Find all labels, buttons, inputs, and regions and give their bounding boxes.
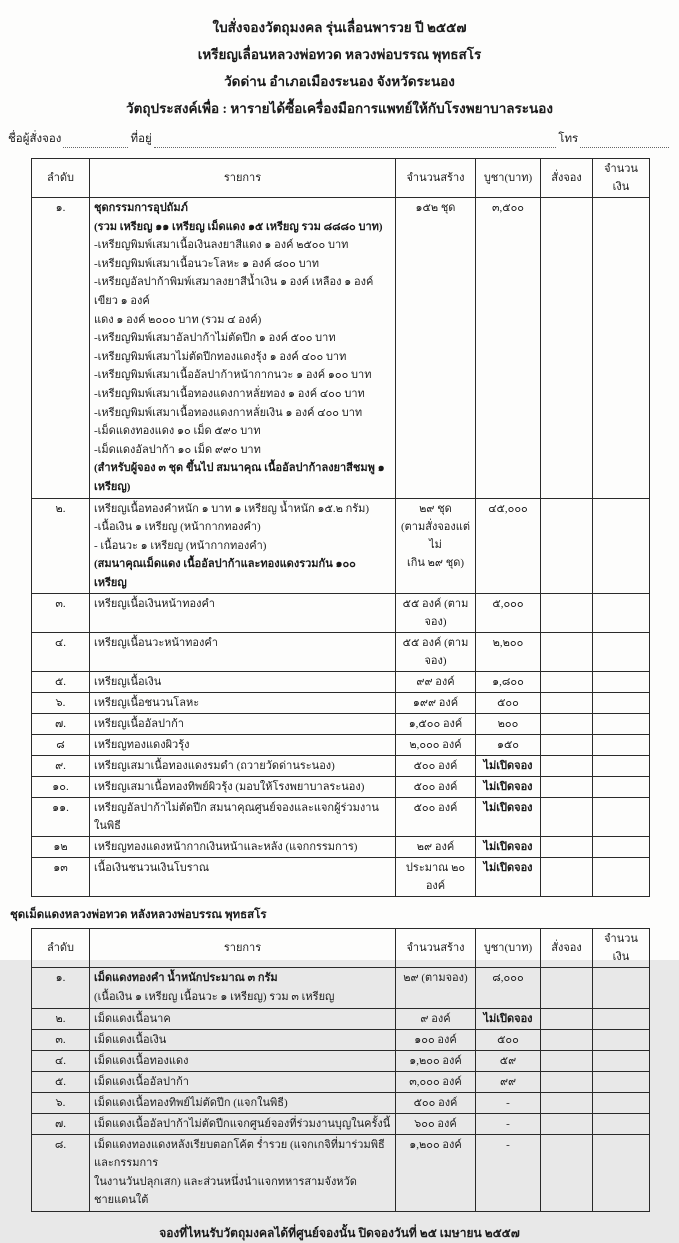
row-item: เหรียญเนื้อเงินหน้าทองคำ: [90, 594, 396, 633]
table-row: [32, 498, 650, 594]
row-order-blank: [541, 1008, 593, 1029]
row-made: ๕๐๐ องค์: [396, 1092, 476, 1113]
row-order-blank: [541, 498, 593, 594]
row-order-blank: [541, 1071, 593, 1092]
row-made: ๑,๒๐๐ องค์: [396, 1050, 476, 1071]
phone-blank: [580, 134, 669, 148]
row-item: เม็ดแดงเนื้ออัลปาก้า: [90, 1071, 396, 1092]
row-price: ๑,๘๐๐: [476, 672, 541, 693]
row-order-blank: [541, 633, 593, 672]
address-label: ที่อยู่: [130, 133, 152, 145]
col-item: รายการ: [90, 159, 396, 198]
row-amount-blank: [593, 1092, 650, 1113]
row-item: เหรียญเนื้อเงิน: [90, 672, 396, 693]
row-made: ๒๙ (ตามจอง): [396, 968, 476, 1008]
table-row: [32, 968, 650, 1008]
row-no: ๒.: [32, 498, 90, 594]
row-price: ไม่เปิดจอง: [476, 837, 541, 858]
row-no: ๘: [32, 735, 90, 756]
row-order-blank: [541, 1113, 593, 1134]
row-made: ๕๐๐ องค์: [396, 777, 476, 798]
row-price: ๕๐๐: [476, 693, 541, 714]
row-no: ๔.: [32, 1050, 90, 1071]
row-no: ๓.: [32, 594, 90, 633]
row-item: เม็ดแดงเนื้อทองแดง: [90, 1050, 396, 1071]
section2-title: ชุดเม็ดแดงหลวงพ่อทวด หลังหลวงพ่อบรรณ พุทธสโร: [10, 909, 267, 922]
row-no: ๓.: [32, 1029, 90, 1050]
table-row: [32, 1050, 650, 1071]
row-price: ๘,๐๐๐: [476, 968, 541, 1008]
table-row: [32, 1134, 650, 1211]
row-amount-blank: [593, 777, 650, 798]
table-row: [32, 633, 650, 672]
row-item: เหรียญเนื้อนวะหน้าทองคำ: [90, 633, 396, 672]
row-order-blank: [541, 777, 593, 798]
row-order-blank: [541, 714, 593, 735]
row-made: ๑๕๒ ชุด: [396, 198, 476, 499]
orderer-name-blank: [63, 134, 128, 148]
row-made: ๒,๐๐๐ องค์: [396, 735, 476, 756]
row-price: ไม่เปิดจอง: [476, 858, 541, 897]
row-no: ๖.: [32, 1092, 90, 1113]
table-header-row: [32, 159, 650, 198]
row-no: ๗.: [32, 1113, 90, 1134]
row-item: เหรียญเนื้อชนวนโลหะ: [90, 693, 396, 714]
row-order-blank: [541, 594, 593, 633]
row-made: ๑,๒๐๐ องค์: [396, 1134, 476, 1211]
row-no: ๑.: [32, 198, 90, 499]
col-amount: จำนวนเงิน: [593, 929, 650, 968]
row-price: ไม่เปิดจอง: [476, 777, 541, 798]
row-made: ๕๐๐ องค์: [396, 798, 476, 837]
row-made: ๑๙๙ องค์: [396, 693, 476, 714]
row-amount-blank: [593, 1071, 650, 1092]
row-item: เหรียญทองแดงหน้ากากเงินหน้าและหลัง (แจกกรรมการ): [90, 837, 396, 858]
row-price: ๑๕๐: [476, 735, 541, 756]
row-item: เม็ดแดงทองแดงหลังเรียบตอกโค้ต ร่ำรวย (แจกเกจิที่มาร่วมพิธีและกรรมการ ในงานวันปลุกเสก) และส่วนหนึ่งนำแจกทหารสามจังหวัดชายแดนใต้: [90, 1134, 396, 1211]
phone-label: โทร: [558, 133, 579, 145]
row-no: ๒.: [32, 1008, 90, 1029]
row-price: ๕๐๐: [476, 1029, 541, 1050]
row-order-blank: [541, 672, 593, 693]
temple-location: วัดด่าน อำเภอเมืองระนอง จังหวัดระนอง: [224, 74, 455, 89]
document-title: ใบสั่งจองวัตถุมงคล รุ่นเลื่อนพารวย ปี ๒๕๕๗: [212, 20, 467, 35]
row-amount-blank: [593, 714, 650, 735]
document-subtitle: เหรียญเลื่อนหลวงพ่อทวด หลวงพ่อบรรณ พุทธสโร: [197, 47, 482, 62]
row-order-blank: [541, 837, 593, 858]
row-item: เม็ดแดงเนื้อทองทิพย์ไม่ตัดปีก (แจกในพิธี): [90, 1092, 396, 1113]
document-header: [0, 14, 679, 122]
row-order-blank: [541, 1050, 593, 1071]
row-made: ๕๕ องค์ (ตามจอง): [396, 594, 476, 633]
row-order-blank: [541, 756, 593, 777]
row-no: ๔.: [32, 633, 90, 672]
row-item: เหรียญอัลปาก้าไม่ตัดปีก สมนาคุณศูนย์จองและแจกผู้ร่วมงานในพิธี: [90, 798, 396, 837]
table-row: [32, 714, 650, 735]
row-order-blank: [541, 1029, 593, 1050]
col-price: บูชา(บาท): [476, 159, 541, 198]
row-price: -: [476, 1134, 541, 1211]
col-made: จำนวนสร้าง: [396, 929, 476, 968]
table-row: [32, 798, 650, 837]
row-no: ๖.: [32, 693, 90, 714]
table-row: [32, 777, 650, 798]
row-item: เม็ดแดงเนื้อเงิน: [90, 1029, 396, 1050]
row-no: ๙.: [32, 756, 90, 777]
col-made: จำนวนสร้าง: [396, 159, 476, 198]
purpose-line: วัตถุประสงค์เพื่อ : หารายได้ซื้อเครื่องมือการแพทย์ให้กับโรงพยาบาลระนอง: [126, 101, 553, 116]
row-price: ๓,๕๐๐: [476, 198, 541, 499]
row-order-blank: [541, 1134, 593, 1211]
row-no: ๘.: [32, 1134, 90, 1211]
row-price: -: [476, 1092, 541, 1113]
amulet-order-table: [31, 158, 650, 897]
row-no: ๗.: [32, 714, 90, 735]
row-price: ๕,๐๐๐: [476, 594, 541, 633]
table-header-row: [32, 929, 650, 968]
row-order-blank: [541, 1092, 593, 1113]
table-row: [32, 1029, 650, 1050]
address-blank: [154, 134, 557, 148]
table-row: [32, 1113, 650, 1134]
row-amount-blank: [593, 1029, 650, 1050]
row-no: ๑๒: [32, 837, 90, 858]
row-amount-blank: [593, 968, 650, 1008]
row-order-blank: [541, 735, 593, 756]
row-price: ๒,๒๐๐: [476, 633, 541, 672]
row-amount-blank: [593, 672, 650, 693]
col-order: สั่งจอง: [541, 159, 593, 198]
row-no: ๑๑.: [32, 798, 90, 837]
row-made: ๕๕ องค์ (ตามจอง): [396, 633, 476, 672]
orderer-info-line: [8, 130, 671, 148]
row-made: ๑,๕๐๐ องค์: [396, 714, 476, 735]
row-item: เม็ดแดงเนื้อนาค: [90, 1008, 396, 1029]
row-item: เหรียญเนื้อทองคำหนัก ๑ บาท ๑ เหรียญ น้ำหนัก ๑๕.๒ กรัม) -เนื้อเงิน ๑ เหรียญ (หน้ากากทองคำ) - เนื้อนวะ ๑ เหรียญ (หน้ากากทองคำ) (สมนาคุณเม็ดแดง เนื้ออัลปาก้าและทองแดงรวมกัน ๑๐๐ เหรียญ: [90, 498, 396, 594]
row-amount-blank: [593, 1113, 650, 1134]
row-no: ๑๐.: [32, 777, 90, 798]
row-amount-blank: [593, 594, 650, 633]
table-row: [32, 198, 650, 499]
row-made: ประมาณ ๒๐ องค์: [396, 858, 476, 897]
table-row: [32, 1008, 650, 1029]
row-item: เม็ดแดงทองคำ น้ำหนักประมาณ ๓ กรัม (เนื้อเงิน ๑ เหรียญ เนื้อนวะ ๑ เหรียญ) รวม ๓ เหรียญ: [90, 968, 396, 1008]
row-amount-blank: [593, 1050, 650, 1071]
row-order-blank: [541, 198, 593, 499]
table-row: [32, 858, 650, 897]
row-order-blank: [541, 693, 593, 714]
table-row: [32, 756, 650, 777]
table-row: [32, 735, 650, 756]
row-no: ๕.: [32, 672, 90, 693]
row-item: เหรียญเสมาเนื้อทองแดงรมดำ (ถวายวัดด่านระนอง): [90, 756, 396, 777]
row-made: ๕๐๐ องค์: [396, 756, 476, 777]
row-made: ๒๙ ชุด (ตามสั่งจองแต่ไม่ เกิน ๒๙ ชุด): [396, 498, 476, 594]
orderer-name-label: ชื่อผู้สั่งจอง: [8, 133, 62, 145]
row-amount-blank: [593, 633, 650, 672]
row-item: เหรียญทองแดงผิวรุ้ง: [90, 735, 396, 756]
col-no: ลำดับ: [32, 159, 90, 198]
row-item: เหรียญเนื้ออัลปาก้า: [90, 714, 396, 735]
col-item: รายการ: [90, 929, 396, 968]
row-amount-blank: [593, 1134, 650, 1211]
row-amount-blank: [593, 693, 650, 714]
row-amount-blank: [593, 198, 650, 499]
row-amount-blank: [593, 756, 650, 777]
red-bead-order-table: [31, 928, 650, 1212]
row-made: ๓,๐๐๐ องค์: [396, 1071, 476, 1092]
row-price: ไม่เปิดจอง: [476, 756, 541, 777]
row-price: ๙๙: [476, 1071, 541, 1092]
row-made: ๒๙ องค์: [396, 837, 476, 858]
row-made: ๑๐๐ องค์: [396, 1029, 476, 1050]
row-order-blank: [541, 858, 593, 897]
col-price: บูชา(บาท): [476, 929, 541, 968]
row-price: -: [476, 1113, 541, 1134]
row-price: ๕๙: [476, 1050, 541, 1071]
row-made: ๙๙ องค์: [396, 672, 476, 693]
row-made: ๙ องค์: [396, 1008, 476, 1029]
row-price: ๔๕,๐๐๐: [476, 498, 541, 594]
row-amount-blank: [593, 798, 650, 837]
table-row: [32, 837, 650, 858]
table-row: [32, 1071, 650, 1092]
table-row: [32, 1092, 650, 1113]
closing-date-note: จองที่ไหนรับวัตถุมงคลได้ที่ศูนย์จองนั้น ปิดจองวันที่ ๒๕ เมษายน ๒๕๕๗: [159, 1226, 520, 1241]
row-made: ๖๐๐ องค์: [396, 1113, 476, 1134]
table-row: [32, 672, 650, 693]
table-row: [32, 594, 650, 633]
row-amount-blank: [593, 735, 650, 756]
row-amount-blank: [593, 858, 650, 897]
row-order-blank: [541, 968, 593, 1008]
row-item: ชุดกรรมการอุปถัมภ์ (รวม เหรียญ ๑๑ เหรียญ เม็ดแดง ๑๕ เหรียญ รวม ๘๘๘๐ บาท) -เหรียญพิมพ์เสมาเนื้อเงินลงยาสีแดง ๑ องค์ ๒๕๐๐ บาท -เหรียญพิมพ์เสมาเนื้อนวะโลหะ ๑ องค์ ๘๐๐ บาท -เหรียญอัลปาก้าพิมพ์เสมาลงยาสีน้ำเงิน ๑ องค์ เหลือง ๑ องค์ เขียว ๑ องค์ แดง ๑ องค์ ๒๐๐๐ บาท (รวม ๔ องค์) -เหรียญพิมพ์เสมาอัลปาก้าไม่ตัดปีก ๑ องค์ ๕๐๐ บาท -เหรียญพิมพ์เสมาไม่ตัดปีกทองแดงรุ้ง ๑ องค์ ๔๐๐ บาท -เหรียญพิมพ์เสมาเนื้ออัลปาก้าหน้ากากนวะ ๑ องค์ ๑๐๐ บาท -เหรียญพิมพ์เสมาเนื้อทองแดงกาหลั่ยทอง ๑ องค์ ๔๐๐ บาท -เหรียญพิมพ์เสมาเนื้อทองแดงกาหลั่ยเงิน ๑ องค์ ๔๐๐ บาท -เม็ดแดงทองแดง ๑๐ เม็ด ๕๙๐ บาท -เม็ดแดงอัลปาก้า ๑๐ เม็ด ๙๙๐ บาท (สำหรับผู้จอง ๓ ชุด ขึ้นไป สมนาคุณ เนื้ออัลปาก้าลงยาสีชมพู ๑ เหรียญ): [90, 198, 396, 499]
row-price: ไม่เปิดจอง: [476, 798, 541, 837]
row-item: เหรียญเสมาเนื้อทองทิพย์ผิวรุ้ง (มอบให้โรงพยาบาลระนอง): [90, 777, 396, 798]
row-no: ๑๓: [32, 858, 90, 897]
row-price: ไม่เปิดจอง: [476, 1008, 541, 1029]
col-order: สั่งจอง: [541, 929, 593, 968]
row-amount-blank: [593, 498, 650, 594]
row-item: เม็ดแดงเนื้ออัลปาก้าไม่ตัดปีกแจกศูนย์จองที่ร่วมงานบุญในครั้งนี้: [90, 1113, 396, 1134]
col-no: ลำดับ: [32, 929, 90, 968]
col-amount: จำนวนเงิน: [593, 159, 650, 198]
row-amount-blank: [593, 837, 650, 858]
row-no: ๑.: [32, 968, 90, 1008]
row-no: ๕.: [32, 1071, 90, 1092]
table-row: [32, 693, 650, 714]
row-amount-blank: [593, 1008, 650, 1029]
row-price: ๒๐๐: [476, 714, 541, 735]
row-order-blank: [541, 798, 593, 837]
row-item: เนื้อเงินชนวนเงินโบราณ: [90, 858, 396, 897]
